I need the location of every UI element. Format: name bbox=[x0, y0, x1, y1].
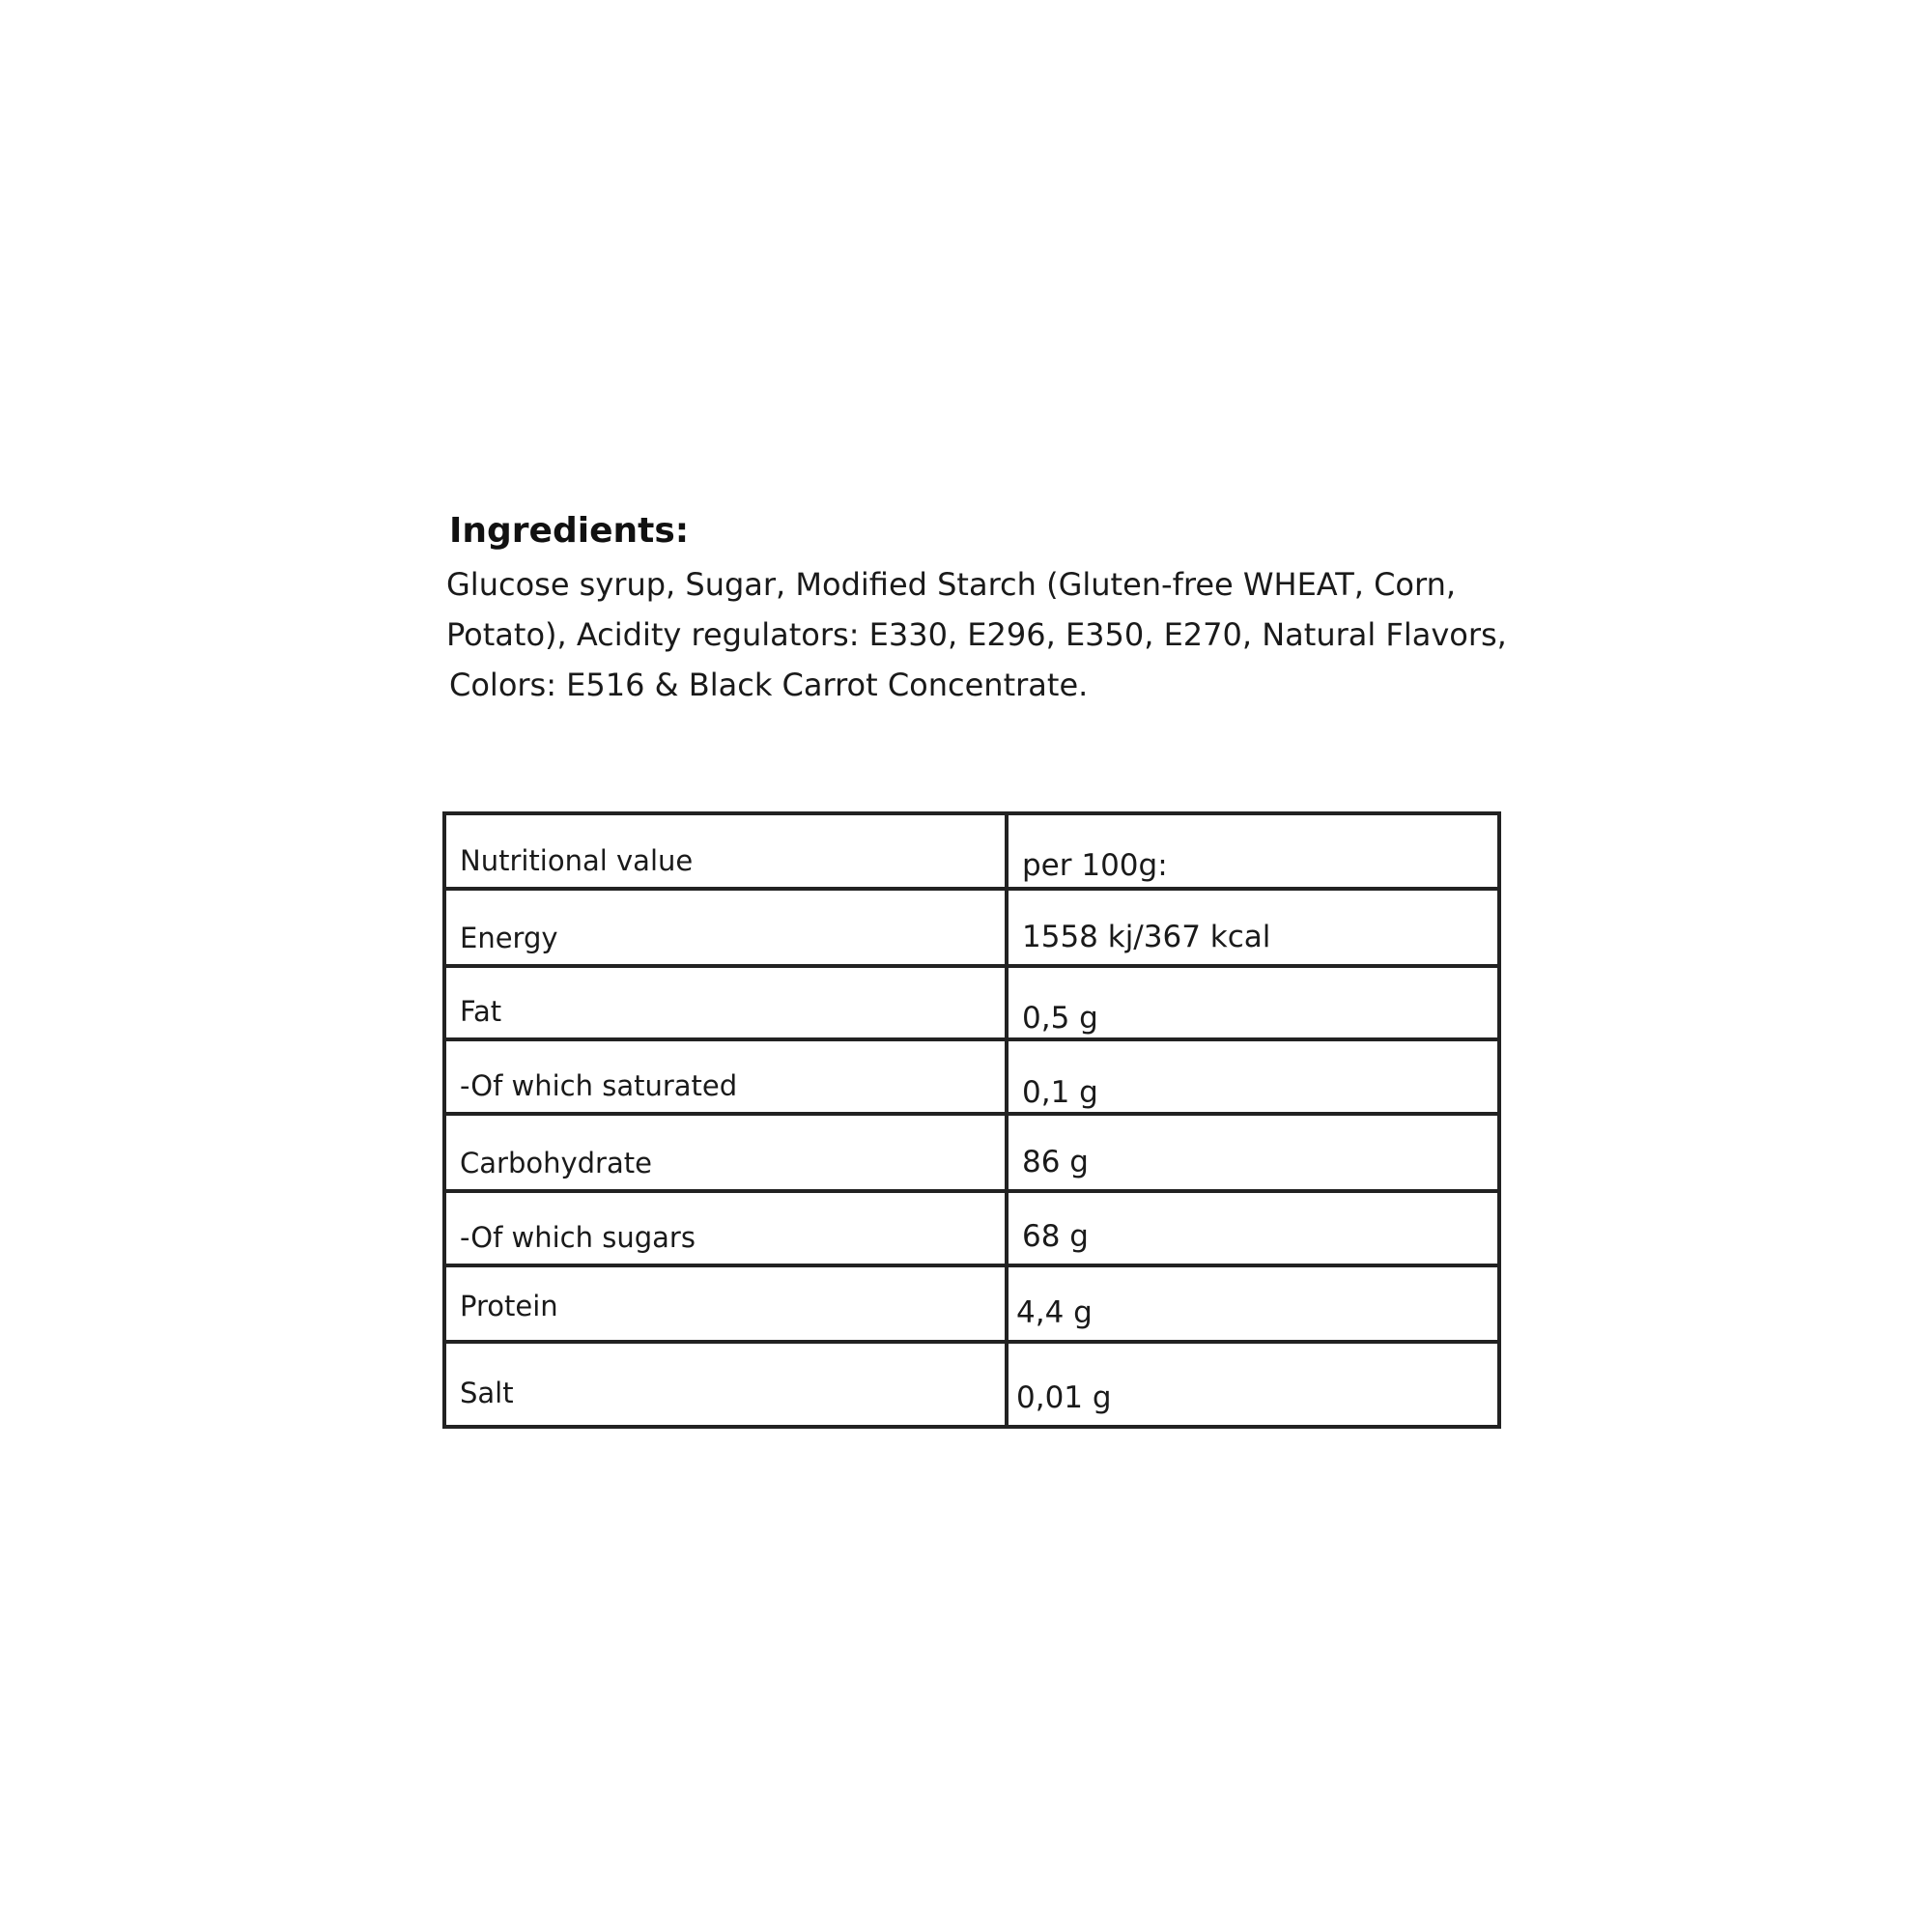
nutrient-name: Carbohydrate bbox=[444, 1114, 1007, 1191]
table-row bbox=[444, 889, 1499, 966]
table-row bbox=[444, 1039, 1499, 1114]
ingredients-line: Potato), Acidity regulators: E330, E296, E350, E270, Natural Flavors, bbox=[446, 616, 1507, 653]
nutrient-value: 68 g bbox=[1007, 1191, 1499, 1265]
table-row bbox=[444, 1114, 1499, 1191]
table-row bbox=[444, 966, 1499, 1039]
nutrient-name: Energy bbox=[444, 889, 1007, 966]
table-row bbox=[444, 1191, 1499, 1265]
nutrition-table bbox=[442, 811, 1501, 1429]
nutrient-name: Salt bbox=[444, 1342, 1007, 1427]
table-header-row bbox=[444, 813, 1499, 889]
header-nutritional-value: Nutritional value bbox=[444, 813, 1007, 889]
ingredients-section bbox=[446, 507, 1509, 710]
nutrient-name: Fat bbox=[444, 966, 1007, 1039]
table-row bbox=[444, 1342, 1499, 1427]
ingredients-line: Colors: E516 & Black Carrot Concentrate. bbox=[449, 667, 1089, 703]
header-per-100g: per 100g: bbox=[1007, 813, 1499, 889]
nutrient-value: 86 g bbox=[1007, 1114, 1499, 1191]
nutrient-name: -Of which sugars bbox=[444, 1191, 1007, 1265]
nutrient-name: Protein bbox=[444, 1265, 1007, 1342]
table-row bbox=[444, 1265, 1499, 1342]
nutrient-value: 4,4 g bbox=[1007, 1265, 1499, 1342]
nutrient-value: 0,5 g bbox=[1007, 966, 1499, 1039]
nutrient-name: -Of which saturated bbox=[444, 1039, 1007, 1114]
nutrient-value: 0,1 g bbox=[1007, 1039, 1499, 1114]
nutrient-value: 0,01 g bbox=[1007, 1342, 1499, 1427]
nutrient-value: 1558 kj/367 kcal bbox=[1007, 889, 1499, 966]
ingredients-title: Ingredients: bbox=[449, 511, 690, 551]
ingredients-line: Glucose syrup, Sugar, Modified Starch (Gluten-free WHEAT, Corn, bbox=[446, 566, 1457, 603]
